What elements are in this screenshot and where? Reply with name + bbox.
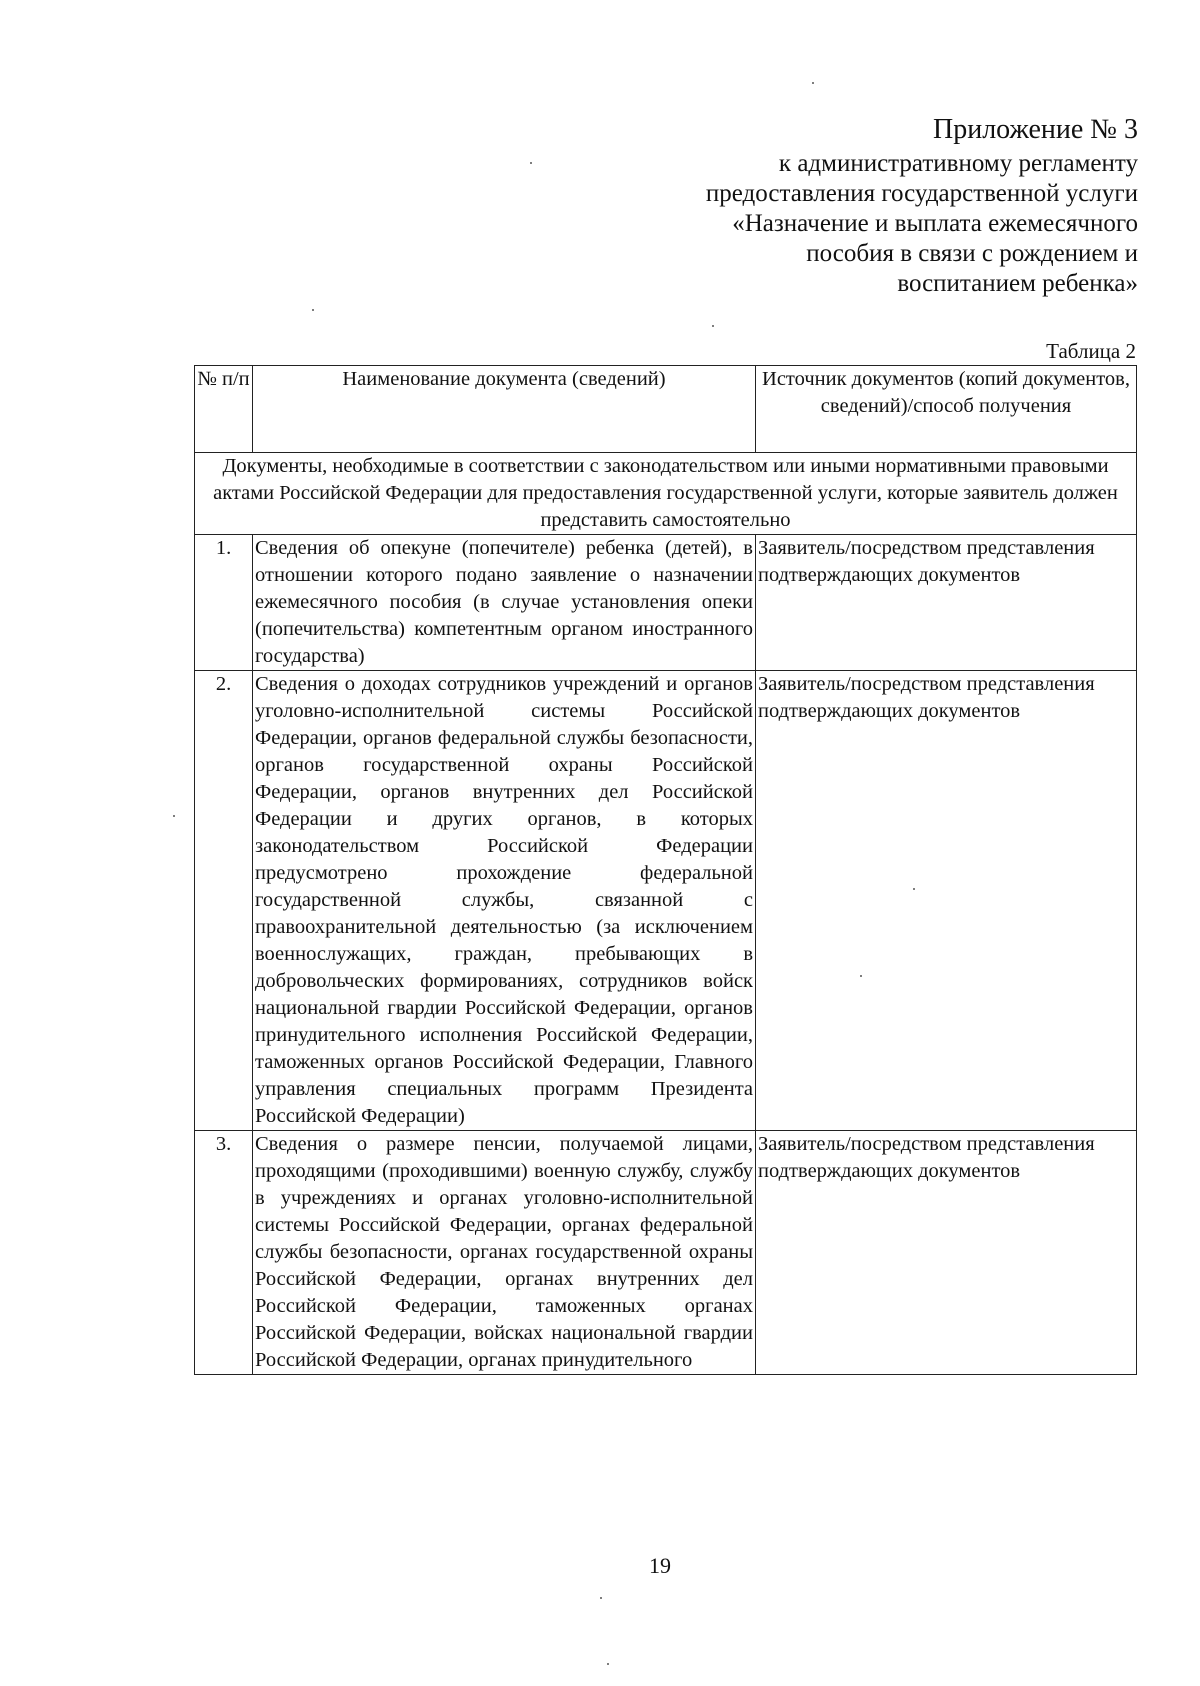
documents-table [194,365,1137,1375]
row-num: 3. [195,1131,253,1375]
row-num: 1. [195,535,253,671]
scan-speck [600,1597,602,1599]
scan-speck [812,82,814,84]
scan-speck [312,309,314,311]
scan-speck [860,975,862,977]
row-source: Заявитель/посредством представления подтверждающих документов [756,1131,1137,1375]
row-source: Заявитель/посредством представления подтверждающих документов [756,671,1137,1131]
scan-speck [173,815,175,817]
appendix-line: к административному регламенту [778,150,1138,177]
appendix-line: «Назначение и выплата ежемесячного [732,210,1138,237]
scan-speck [913,888,915,890]
header-source: Источник документов (копий документов, сведений)/способ получения [756,366,1137,453]
scan-speck [712,325,714,327]
page-number: 19 [649,1553,671,1578]
scan-speck [530,162,532,164]
scan-speck [607,1663,609,1665]
table-row [195,671,1137,1131]
section-row [195,453,1137,535]
table-header-row [195,366,1137,453]
row-name: Сведения о доходах сотрудников учреждений и органов уголовно-исполнительной системы Российской Федерации, органов федеральной службы безопасности, органов государственной охраны Российской Федерации, органов внутренних дел Российской Федерации и других органов, в которых законодательством Российской Федерации предусмотрено прохождение федеральной государственной службы, связанной с правоохранительной деятельностью (за исключением военнослужащих, граждан, пребывающих в добровольческих формированиях, сотрудников войск национальной гвардии Российской Федерации, органов принудительного исполнения Российской Федерации, таможенных органов Российской Федерации, Главного управления специальных программ Президента Российской Федерации) [253,671,756,1131]
row-source: Заявитель/посредством представления подтверждающих документов [756,535,1137,671]
appendix-header [498,113,1138,299]
appendix-line: пособия в связи с рождением и [806,240,1138,267]
header-num: № п/п [195,366,253,453]
appendix-line: воспитанием ребенка» [897,270,1138,297]
appendix-title: Приложение № 3 [933,114,1138,145]
appendix-line: предоставления государственной услуги [705,180,1138,207]
row-name: Сведения о размере пенсии, получаемой лицами, проходящими (проходившими) военную службу, службу в учреждениях и органах уголовно-исполнительной системы Российской Федерации, органах федеральной службы безопасности, органах государственной охраны Российской Федерации, органах внутренних дел Российской Федерации, таможенных органах Российской Федерации, войсках национальной гвардии Российской Федерации, органах принудительного [253,1131,756,1375]
row-name: Сведения об опекуне (попечителе) ребенка (детей), в отношении которого подано заявление о назначении ежемесячного пособия (в случае установления опеки (попечительства) компетентным органом иностранного государства) [253,535,756,671]
table-row [195,1131,1137,1375]
table-row [195,535,1137,671]
section-title: Документы, необходимые в соответствии с законодательством или иными нормативными правовыми актами Российской Федерации для предоставления государственной услуги, которые заявитель должен представить самостоятельно [195,453,1137,535]
row-num: 2. [195,671,253,1131]
table-caption: Таблица 2 [1046,339,1136,363]
header-name: Наименование документа (сведений) [253,366,756,453]
